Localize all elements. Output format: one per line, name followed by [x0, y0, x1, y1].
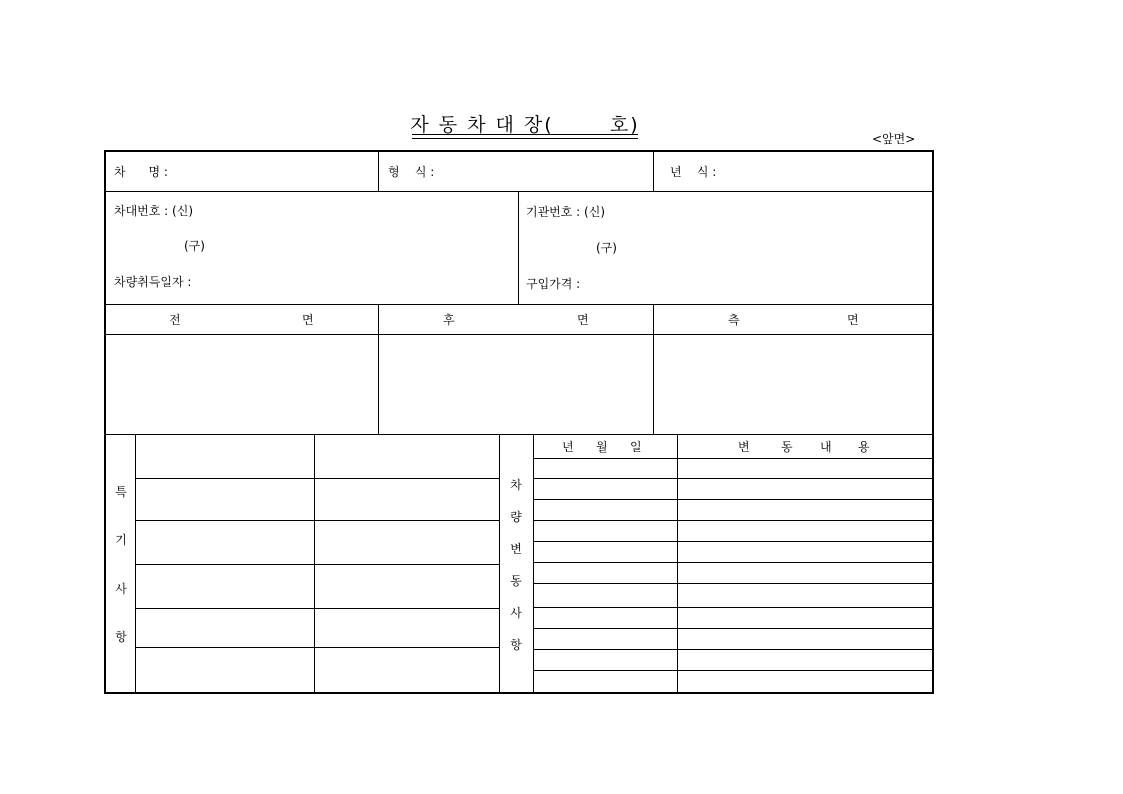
remarks-row-line	[135, 608, 499, 609]
changes-row-line	[533, 520, 932, 521]
remarks-col-divider	[314, 434, 315, 692]
row2-divider	[518, 191, 519, 304]
changes-label-char: 동	[510, 574, 522, 588]
remarks-row-line	[135, 520, 499, 521]
page-title: 자 동 차 대 장( 호)	[410, 114, 640, 136]
content-header-char: 변	[738, 440, 750, 454]
remarks-label-divider	[135, 434, 136, 692]
content-header-char: 용	[858, 440, 870, 454]
title-double-underline	[412, 134, 638, 139]
changes-row-line	[533, 458, 932, 459]
acquisition-date-label: 차량취득일자 :	[114, 275, 192, 289]
row2-bottom-line	[106, 304, 932, 305]
content-header-char: 동	[781, 440, 793, 454]
changes-row-line	[533, 607, 932, 608]
year-model-label: 년 식 :	[670, 165, 717, 179]
changes-row-line	[533, 670, 932, 671]
changes-row-line	[533, 583, 932, 584]
changes-col-divider	[677, 434, 678, 692]
registry-form	[104, 150, 934, 694]
rear-label-1: 후	[443, 313, 455, 327]
changes-label-char: 량	[510, 510, 522, 524]
changes-label-char: 항	[510, 638, 522, 652]
changes-row-line	[533, 541, 932, 542]
date-header-month: 월	[596, 440, 608, 454]
side-label-1: 측	[728, 313, 740, 327]
changes-row-line	[533, 628, 932, 629]
photo-bottom-line	[106, 434, 932, 435]
remarks-row-line	[135, 647, 499, 648]
content-header-char: 내	[820, 440, 832, 454]
front-label-2: 면	[302, 313, 314, 327]
rear-label-2: 면	[577, 313, 589, 327]
changes-row-line	[533, 649, 932, 650]
remarks-label-char: 사	[115, 582, 127, 596]
engine-number-label: 기관번호 : (신)	[526, 205, 605, 219]
remarks-label-char: 특	[115, 485, 127, 499]
engine-number-old: (구)	[596, 241, 617, 255]
model-label: 형 식 :	[388, 165, 435, 179]
row1-bottom-line	[106, 191, 932, 192]
remarks-label-char: 기	[115, 533, 127, 547]
photo-divider-1	[378, 304, 379, 434]
photo-divider-2	[653, 304, 654, 434]
changes-label-char: 사	[510, 606, 522, 620]
remarks-label-char: 항	[115, 630, 127, 644]
remarks-row-line	[135, 478, 499, 479]
photo-header-line	[106, 334, 932, 335]
side-label-2: 면	[847, 313, 859, 327]
chassis-number-old: (구)	[184, 239, 205, 253]
car-name-label: 차 명 :	[114, 165, 168, 179]
row1-divider-2	[653, 152, 654, 191]
changes-row-line	[533, 478, 932, 479]
chassis-number-label: 차대번호 : (신)	[114, 204, 193, 218]
remarks-right-border	[499, 434, 500, 692]
changes-label-divider	[533, 434, 534, 692]
remarks-row-line	[135, 564, 499, 565]
changes-row-line	[533, 499, 932, 500]
front-label-1: 전	[169, 313, 181, 327]
changes-row-line	[533, 562, 932, 563]
date-header-year: 년	[562, 440, 574, 454]
changes-label-char: 변	[510, 542, 522, 556]
row1-divider-1	[378, 152, 379, 191]
date-header-day: 일	[630, 440, 642, 454]
purchase-price-label: 구입가격 :	[526, 277, 581, 291]
changes-label-char: 차	[510, 478, 522, 492]
side-indicator: <앞면>	[872, 132, 916, 146]
